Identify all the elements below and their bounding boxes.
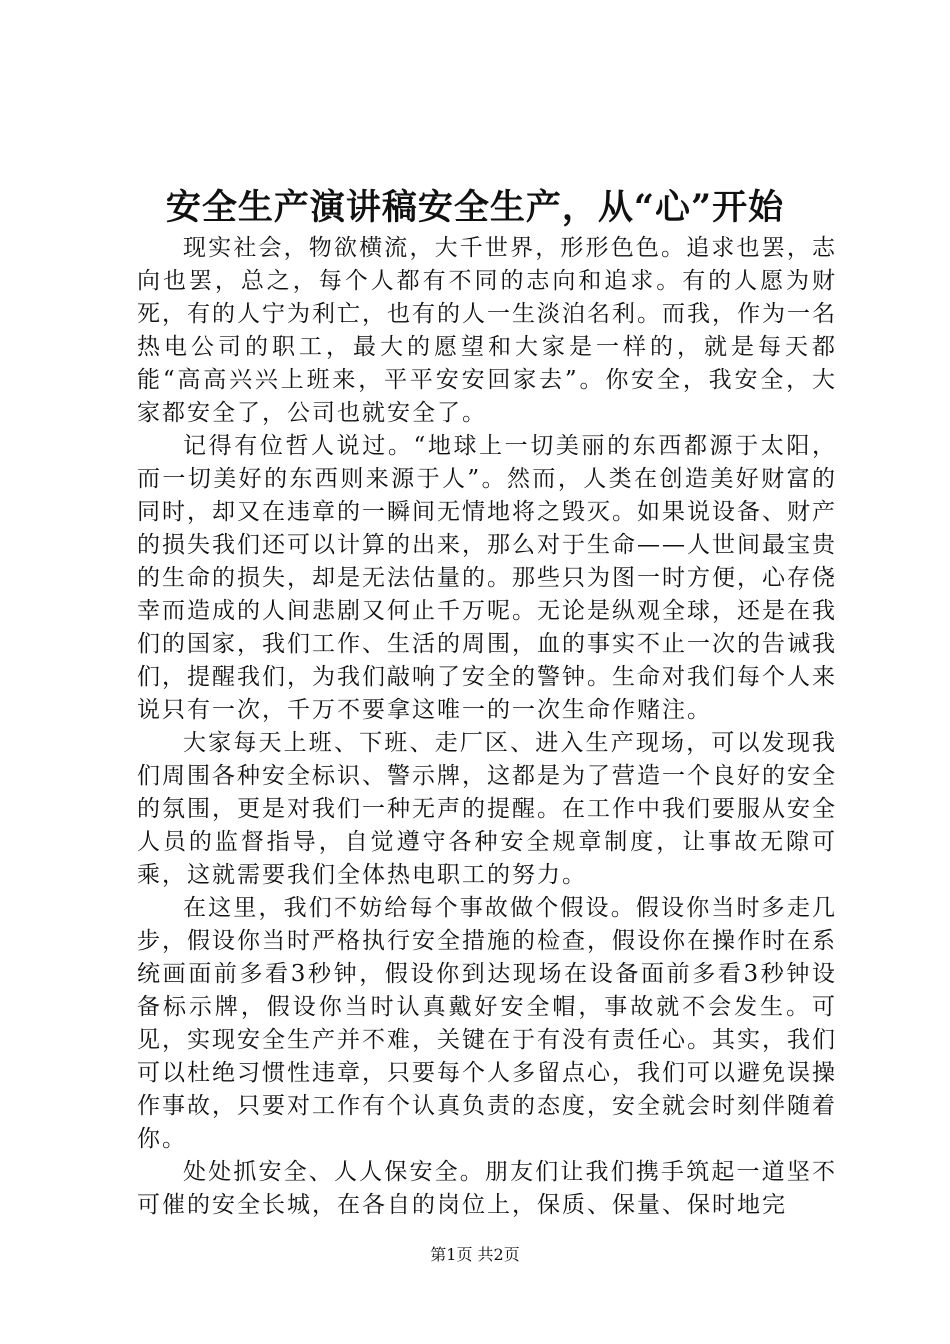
- page-number-footer: 第1页 共2页: [430, 1245, 520, 1264]
- paragraph: 记得有位哲人说过。“地球上一切美丽的东西都源于太阳，而一切美好的东西则来源于人”。然而，人类在创造美好财富的同时，却又在违章的一瞬间无情地将之毁灭。如果说设备、财产的损失我们还可以计算的出来，那么对于生命——人世间最宝贵的生命的损失，却是无法估量的。那些只为图一时方便，心存侥幸而造成的人间悲剧又何止千万呢。无论是纵观全球，还是在我们的国家，我们工作、生活的周围，血的事实不止一次的告诫我们，提醒我们，为我们敲响了安全的警钟。生命对我们每个人来说只有一次，千万不要拿这唯一的一次生命作赌注。: [137, 433, 837, 723]
- document-body: [137, 232, 837, 1222]
- paragraph: 在这里，我们不妨给每个事故做个假设。假设你当时多走几步，假设你当时严格执行安全措施的检查，假设你在操作时在系统画面前多看3秒钟，假设你到达现场在设备面前多看3秒钟设备标示牌，假设你当时认真戴好安全帽，事故就不会发生。可见，实现安全生产并不难，关键在于有没有责任心。其实，我们可以杜绝习惯性违章，只要每个人多留点心，我们可以避免误操作事故，只要对工作有个认真负责的态度，安全就会时刻伴随着你。: [137, 895, 837, 1152]
- paragraph: 大家每天上班、下班、走厂区、进入生产现场，可以发现我们周围各种安全标识、警示牌，这都是为了营造一个良好的安全的氛围，更是对我们一种无声的提醒。在工作中我们要服从安全人员的监督指导，自觉遵守各种安全规章制度，让事故无隙可乘，这就需要我们全体热电职工的努力。: [137, 730, 837, 888]
- paragraph: 处处抓安全、人人保安全。朋友们让我们携手筑起一道坚不可催的安全长城，在各自的岗位上，保质、保量、保时地完: [137, 1159, 837, 1218]
- paragraph: 现实社会，物欲横流，大千世界，形形色色。追求也罢，志向也罢，总之，每个人都有不同的志向和追求。有的人愿为财死，有的人宁为利亡，也有的人一生淡泊名利。而我，作为一名热电公司的职工，最大的愿望和大家是一样的，就是每天都能“高高兴兴上班来，平平安安回家去”。你安全，我安全，大家都安全了，公司也就安全了。: [137, 235, 837, 426]
- document-title: 安全生产演讲稿安全生产，从“心”开始: [165, 187, 785, 228]
